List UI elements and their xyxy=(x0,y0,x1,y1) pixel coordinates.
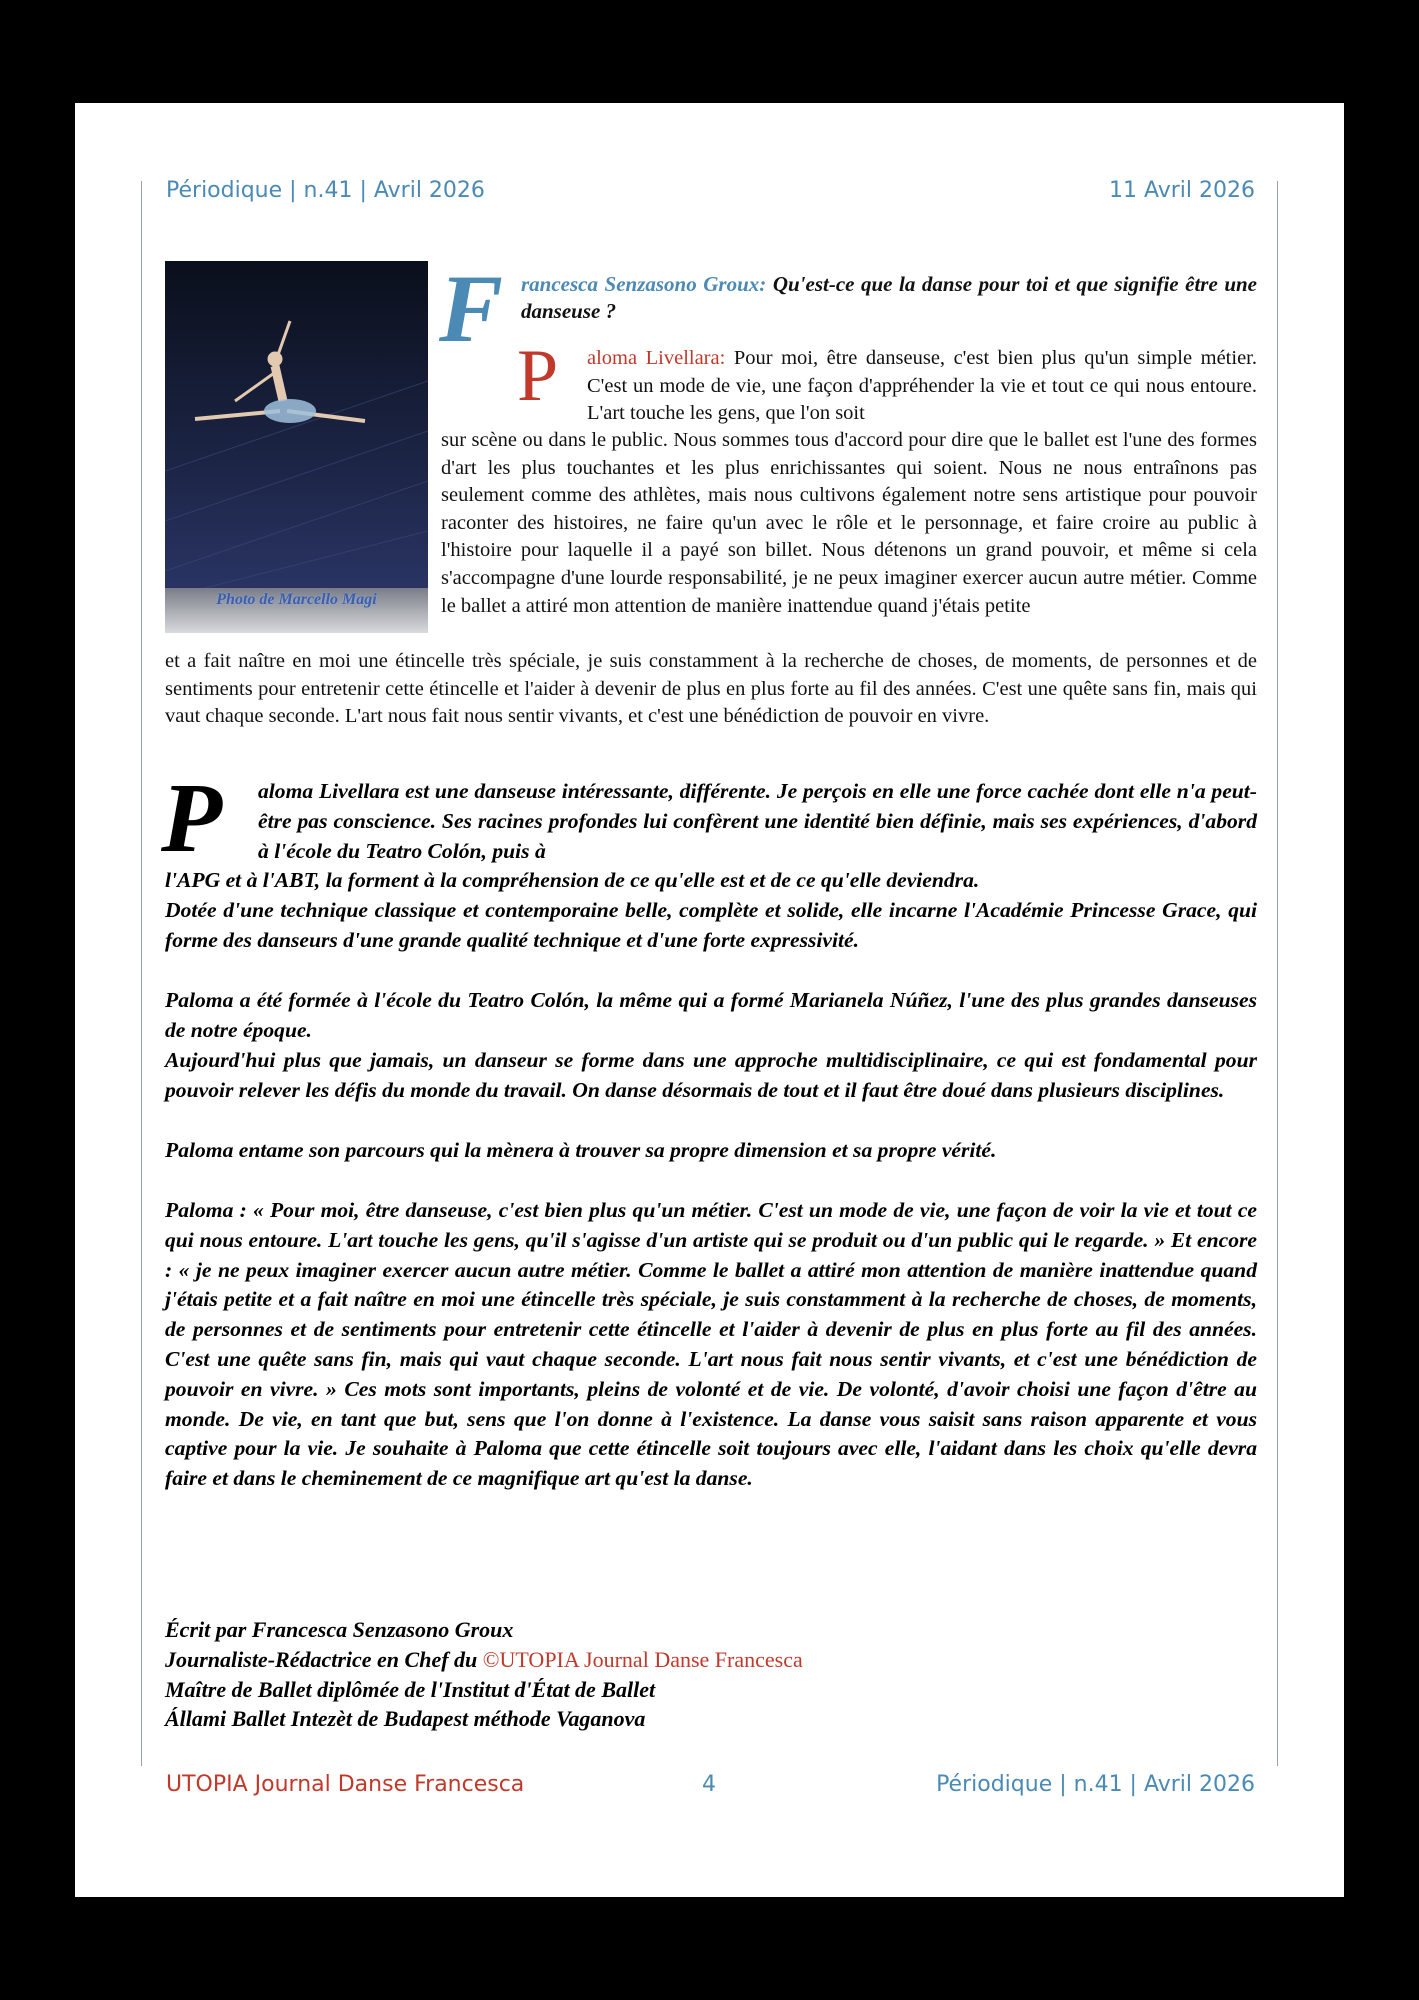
interviewer-name: rancesca Senzasono Groux: xyxy=(521,272,767,296)
signature-diploma: Maître de Ballet diplômée de l'Institut d'État de Ballet xyxy=(165,1676,656,1702)
article-paragraph-1-first: aloma Livellara est une danseuse intéressante, différente. Je perçois en elle une force cachée dont elle n'a peut-être pas conscience. Ses racines profondes lui confèrent une identité bien définie, mais ses expériences, d'abord à l'école du Teatro Colón, puis à xyxy=(258,779,1257,863)
question-text: Qu'est-ce que la danse pour toi et que signifie être une danseuse ? xyxy=(521,272,1257,323)
page xyxy=(75,103,1344,1897)
right-rule xyxy=(1277,181,1278,1766)
footer-journal: UTOPIA Journal Danse Francesca xyxy=(166,1772,525,1797)
header-date: 11 Avril 2026 xyxy=(1108,178,1255,203)
signature-method: Állami Ballet Intezèt de Budapest méthode Vaganova xyxy=(165,1706,646,1732)
header-periodical: Périodique | n.41 | Avril 2026 xyxy=(166,178,485,203)
photo-caption: Photo de Marcello Magi xyxy=(216,591,377,608)
dancer-image xyxy=(165,261,428,633)
answer-text-3: et a fait naître en moi une étincelle très spéciale, je suis constamment à la recherche de choses, de moments, de personnes et de sentiments pour entretenir cette étincelle et l'aider à devenir de plus en plus forte au fil des années. C'est une quête sans fin, mais qui vaut chaque seconde. L'art nous fait nous sentir vivants, et c'est une bénédiction de pouvoir en vivre. xyxy=(165,650,1257,728)
footer-periodical: Périodique | n.41 | Avril 2026 xyxy=(936,1772,1255,1797)
answer-text-2: sur scène ou dans le public. Nous sommes tous d'accord pour dire que le ballet est l'une des formes d'art les plus touchantes et les plus enrichissantes qui soient. Nous ne nous entraînons pas seulement comme des athlètes, mais nous cultivons également notre sens artistique pour pouvoir raconter des histoires, ne faire qu'un avec le rôle et le personnage, et faire croire au public à l'histoire pour laquelle il a payé son billet. Nous détenons un grand pouvoir, et même si cela s'accompagne d'une lourde responsabilité, je ne peux imaginer exercer aucun autre métier. Comme le ballet a attiré mon attention de manière inattendue quand j'étais petite xyxy=(441,429,1257,617)
interview-question xyxy=(521,271,1257,325)
answer-text-1: Pour moi, être danseuse, c'est bien plus qu'un simple métier. C'est un mode de vie, une façon d'appréhender la vie et tout ce qui nous entoure. L'art touche les gens, que l'on soit xyxy=(587,347,1257,425)
article-paragraph-1-rest: l'APG et à l'ABT, la forment à la compréhension de ce qu'elle est et de ce qu'elle deviendra. xyxy=(165,868,980,892)
interviewee-name: aloma Livellara: xyxy=(587,347,726,369)
page-number: 4 xyxy=(702,1772,716,1797)
left-rule xyxy=(141,181,142,1766)
article-paragraph-5: Paloma entame son parcours qui la mènera à trouver sa propre dimension et sa propre vérité. xyxy=(165,1138,997,1162)
article-paragraph-6: Paloma : « Pour moi, être danseuse, c'est bien plus qu'un métier. C'est un mode de vie, une façon de voir la vie et tout ce qui nous entoure. L'art touche les gens, qu'il s'agisse d'un artiste qui se produit ou d'un public qui le regarde. » Et encore : « je ne peux imaginer exercer aucun autre métier. Comme le ballet a attiré mon attention de manière inattendue quand j'étais petite et a fait naître en moi une étincelle très spéciale, je suis constamment à la recherche de choses, de moments, de personnes et de sentiments pour entretenir cette étincelle et l'aider à devenir de plus en plus forte au fil des années. C'est une quête sans fin, mais qui vaut chaque seconde. L'art nous fait nous sentir vivants, et c'est une bénédiction de pouvoir en vivre. » Ces mots sont importants, pleins de volonté et de vie. De volonté, d'avoir choisi une façon d'être au monde. De vie, en tant que but, sens que l'on donne à l'existence. La danse vous saisit sans raison apparente et vous captive pour la vie. Je souhaite à Paloma que cette étincelle soit toujours avec elle, l'aidant dans les choix qu'elle devra faire et dans le cheminement de ce magnifique art qu'est la danse. xyxy=(165,1198,1257,1491)
article-paragraph-2: Dotée d'une technique classique et contemporaine belle, complète et solide, elle incarne l'Académie Princesse Grace, qui forme des danseurs d'une grande qualité technique et d'une forte expressivité. xyxy=(165,898,1257,952)
article-paragraph-4: Aujourd'hui plus que jamais, un danseur se forme dans une approche multidisciplinaire, ce qui est fondamental pour pouvoir relever les défis du monde du travail. On danse désormais de tout et il faut être doué dans plusieurs disciplines. xyxy=(165,1048,1257,1102)
drop-cap-question: F xyxy=(439,255,504,362)
signature-role xyxy=(165,1645,803,1675)
signature-block xyxy=(165,1615,803,1734)
drop-cap-answer: P xyxy=(517,335,559,417)
drop-cap-article: P xyxy=(161,762,223,873)
signature-role-text: Journaliste-Rédactrice en Chef du xyxy=(165,1646,483,1672)
dancer-photo xyxy=(165,261,428,633)
journal-link[interactable]: ©UTOPIA Journal Danse Francesca xyxy=(482,1646,803,1672)
answer-intro xyxy=(587,345,1257,428)
signature-author: Écrit par Francesca Senzasono Groux xyxy=(165,1617,514,1642)
article-paragraph-3: Paloma a été formée à l'école du Teatro Colón, la même qui a formé Marianela Núñez, l'une des plus grandes danseuses de notre époque. xyxy=(165,988,1257,1042)
